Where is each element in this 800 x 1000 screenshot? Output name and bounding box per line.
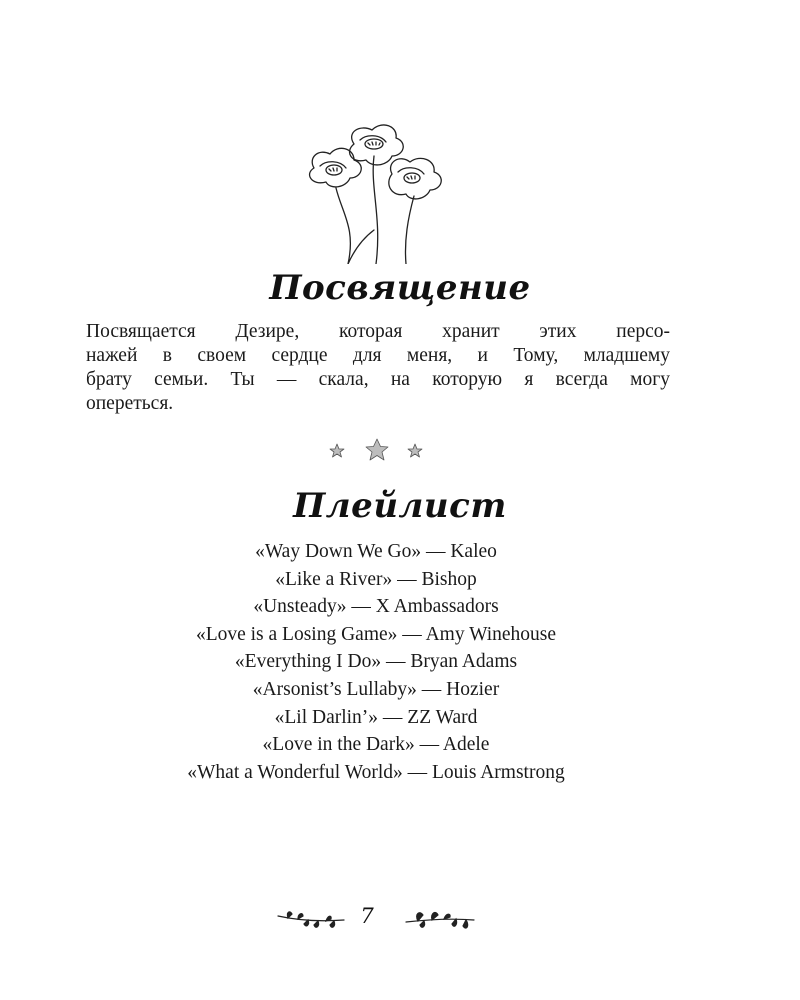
playlist-item: «Lil Darlin’» — ZZ Ward	[274, 706, 478, 728]
playlist-item: «Love is a Losing Game» — Amy Winehouse	[195, 623, 557, 645]
leaf-sprig-right-icon	[404, 906, 476, 934]
playlist-item: «Arsonist’s Lullaby» — Hozier	[252, 678, 500, 700]
playlist-item: «Everything I Do» — Bryan Adams	[234, 651, 518, 673]
playlist-item: «Like a River» — Bishop	[275, 568, 477, 590]
star-divider-icon	[322, 436, 432, 466]
playlist-item: «Way Down We Go» — Kaleo	[255, 541, 497, 562]
dedication-line: нажей в своем сердце для меня, и Тому, младшему	[86, 345, 670, 366]
playlist-item: «What a Wonderful World» — Louis Armstrong	[187, 761, 565, 783]
playlist-list	[0, 538, 752, 786]
playlist-item: «Love in the Dark» — Adele	[262, 734, 490, 756]
playlist-heading: Плейлист	[293, 486, 507, 526]
dedication-line: опереться.	[86, 393, 174, 414]
dedication-paragraph	[86, 320, 670, 416]
dedication-line: Посвящается Дезире, которая хранит этих персо-	[86, 321, 670, 342]
poppy-flowers-illustration	[296, 118, 466, 264]
dedication-line: брату семьи. Ты — скала, на которую я всегда могу	[86, 369, 670, 390]
dedication-heading: Посвящение	[269, 268, 531, 308]
page-number: 7	[360, 904, 374, 928]
playlist-item: «Unsteady» — X Ambassadors	[253, 596, 499, 618]
page-footer	[270, 900, 482, 940]
